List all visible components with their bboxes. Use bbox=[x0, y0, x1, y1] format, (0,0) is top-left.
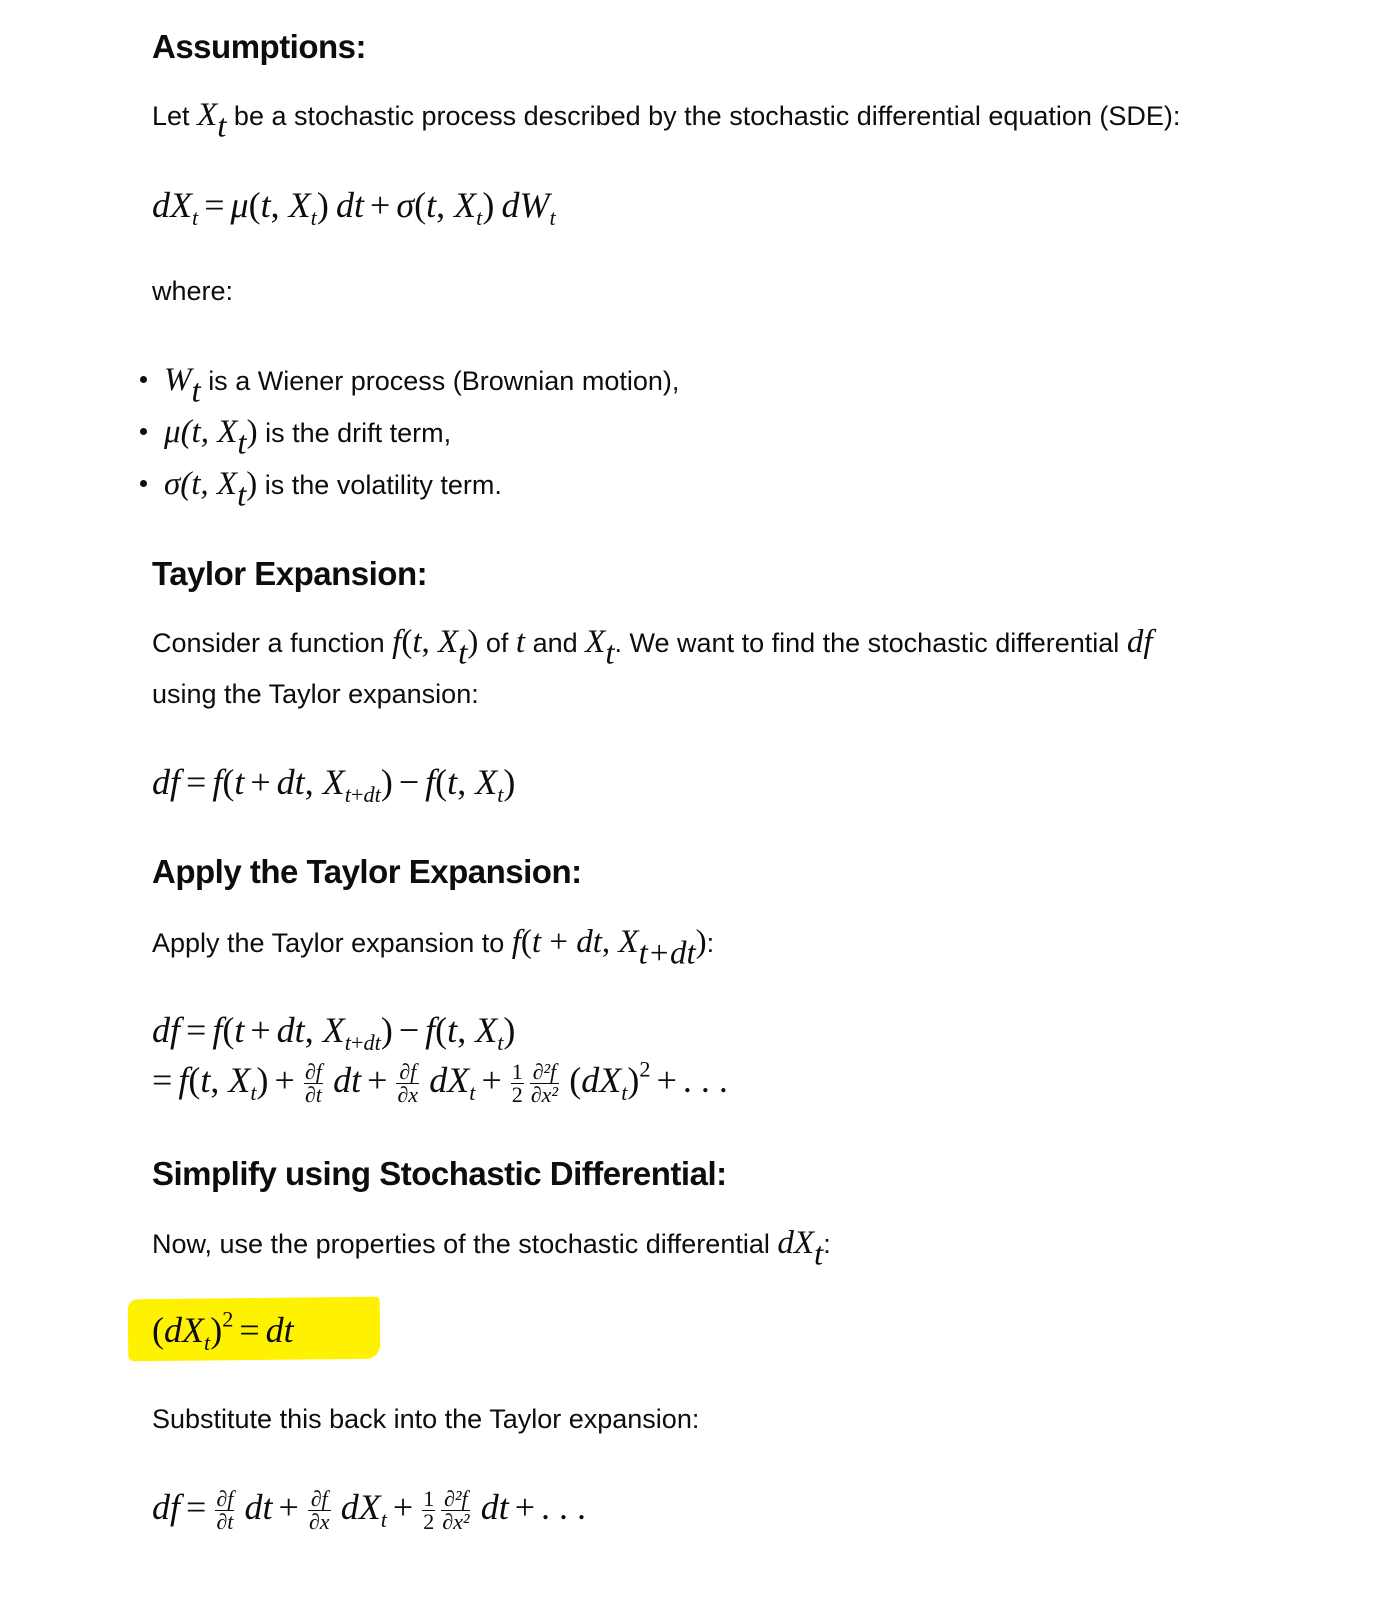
final-df-equation: df = $\frac{\partial f}{\partial t}$ dt + $\frac{\partial f}{\partial x}$ $dX_t$ + $\frac{1}{2}$ $\frac{\text{∂²f}}{\text{∂x²}}$ dt + . . . bbox=[152, 1486, 587, 1535]
simplify-intro-paragraph: Now, use the properties of the stochastic differential $dX_t$: bbox=[152, 1225, 831, 1273]
taylor-expansion-line-1: df = f(t + dt, $X_{t+dt}) - f(t$, $X_t$) bbox=[152, 1010, 516, 1055]
sde-intro-paragraph: Let $X_t$ be a stochastic process described by the stochastic differential equation (SDE): bbox=[152, 97, 1181, 145]
substitute-paragraph: Substitute this back into the Taylor expansion: bbox=[152, 1404, 700, 1434]
taylor-expansion-line-2: = f(t, $X_t$) + $\frac{\partial f}{\partial t}$ dt + $\frac{\partial f}{\partial x}$ $dX_t$ + $\frac{1}{2}$ $\frac{\text{∂²f}}{\text{∂x²}}$ $(dX_t)^2$ + . . . bbox=[152, 1056, 728, 1108]
where-label: where: bbox=[152, 276, 234, 306]
heading-taylor-expansion: Taylor Expansion: bbox=[152, 555, 428, 592]
heading-apply-taylor: Apply the Taylor Expansion: bbox=[152, 853, 582, 890]
taylor-intro-paragraph: Consider a function f(t, $X_t$) of t and $X_t$. We want to find the stochastic differential df using the Taylor expansion: bbox=[152, 624, 1153, 709]
dx-squared-equation: $(dX_t)^2$ = dt bbox=[152, 1306, 294, 1355]
heading-simplify: Simplify using Stochastic Differential: bbox=[152, 1155, 727, 1192]
list-item: σ(t, $X_t$) is the volatility term. bbox=[140, 459, 679, 511]
apply-intro-paragraph: Apply the Taylor expansion to f(t + dt, $X_{t+dt}$): bbox=[152, 924, 715, 972]
list-item: μ(t, $X_t$) is the drift term, bbox=[140, 407, 679, 459]
sde-equation: $dX_t = \mu(t$, $X_t$) dt + σ(t, $X_t$) $dW_t$ bbox=[152, 185, 556, 230]
heading-assumptions: Assumptions: bbox=[152, 28, 367, 65]
list-item: $W_t$ is a Wiener process (Brownian motion), bbox=[140, 355, 679, 407]
df-definition-equation: df = f(t + dt, $X_{t+dt}) - f(t$, $X_t$) bbox=[152, 762, 516, 807]
assumption-list bbox=[140, 355, 680, 514]
